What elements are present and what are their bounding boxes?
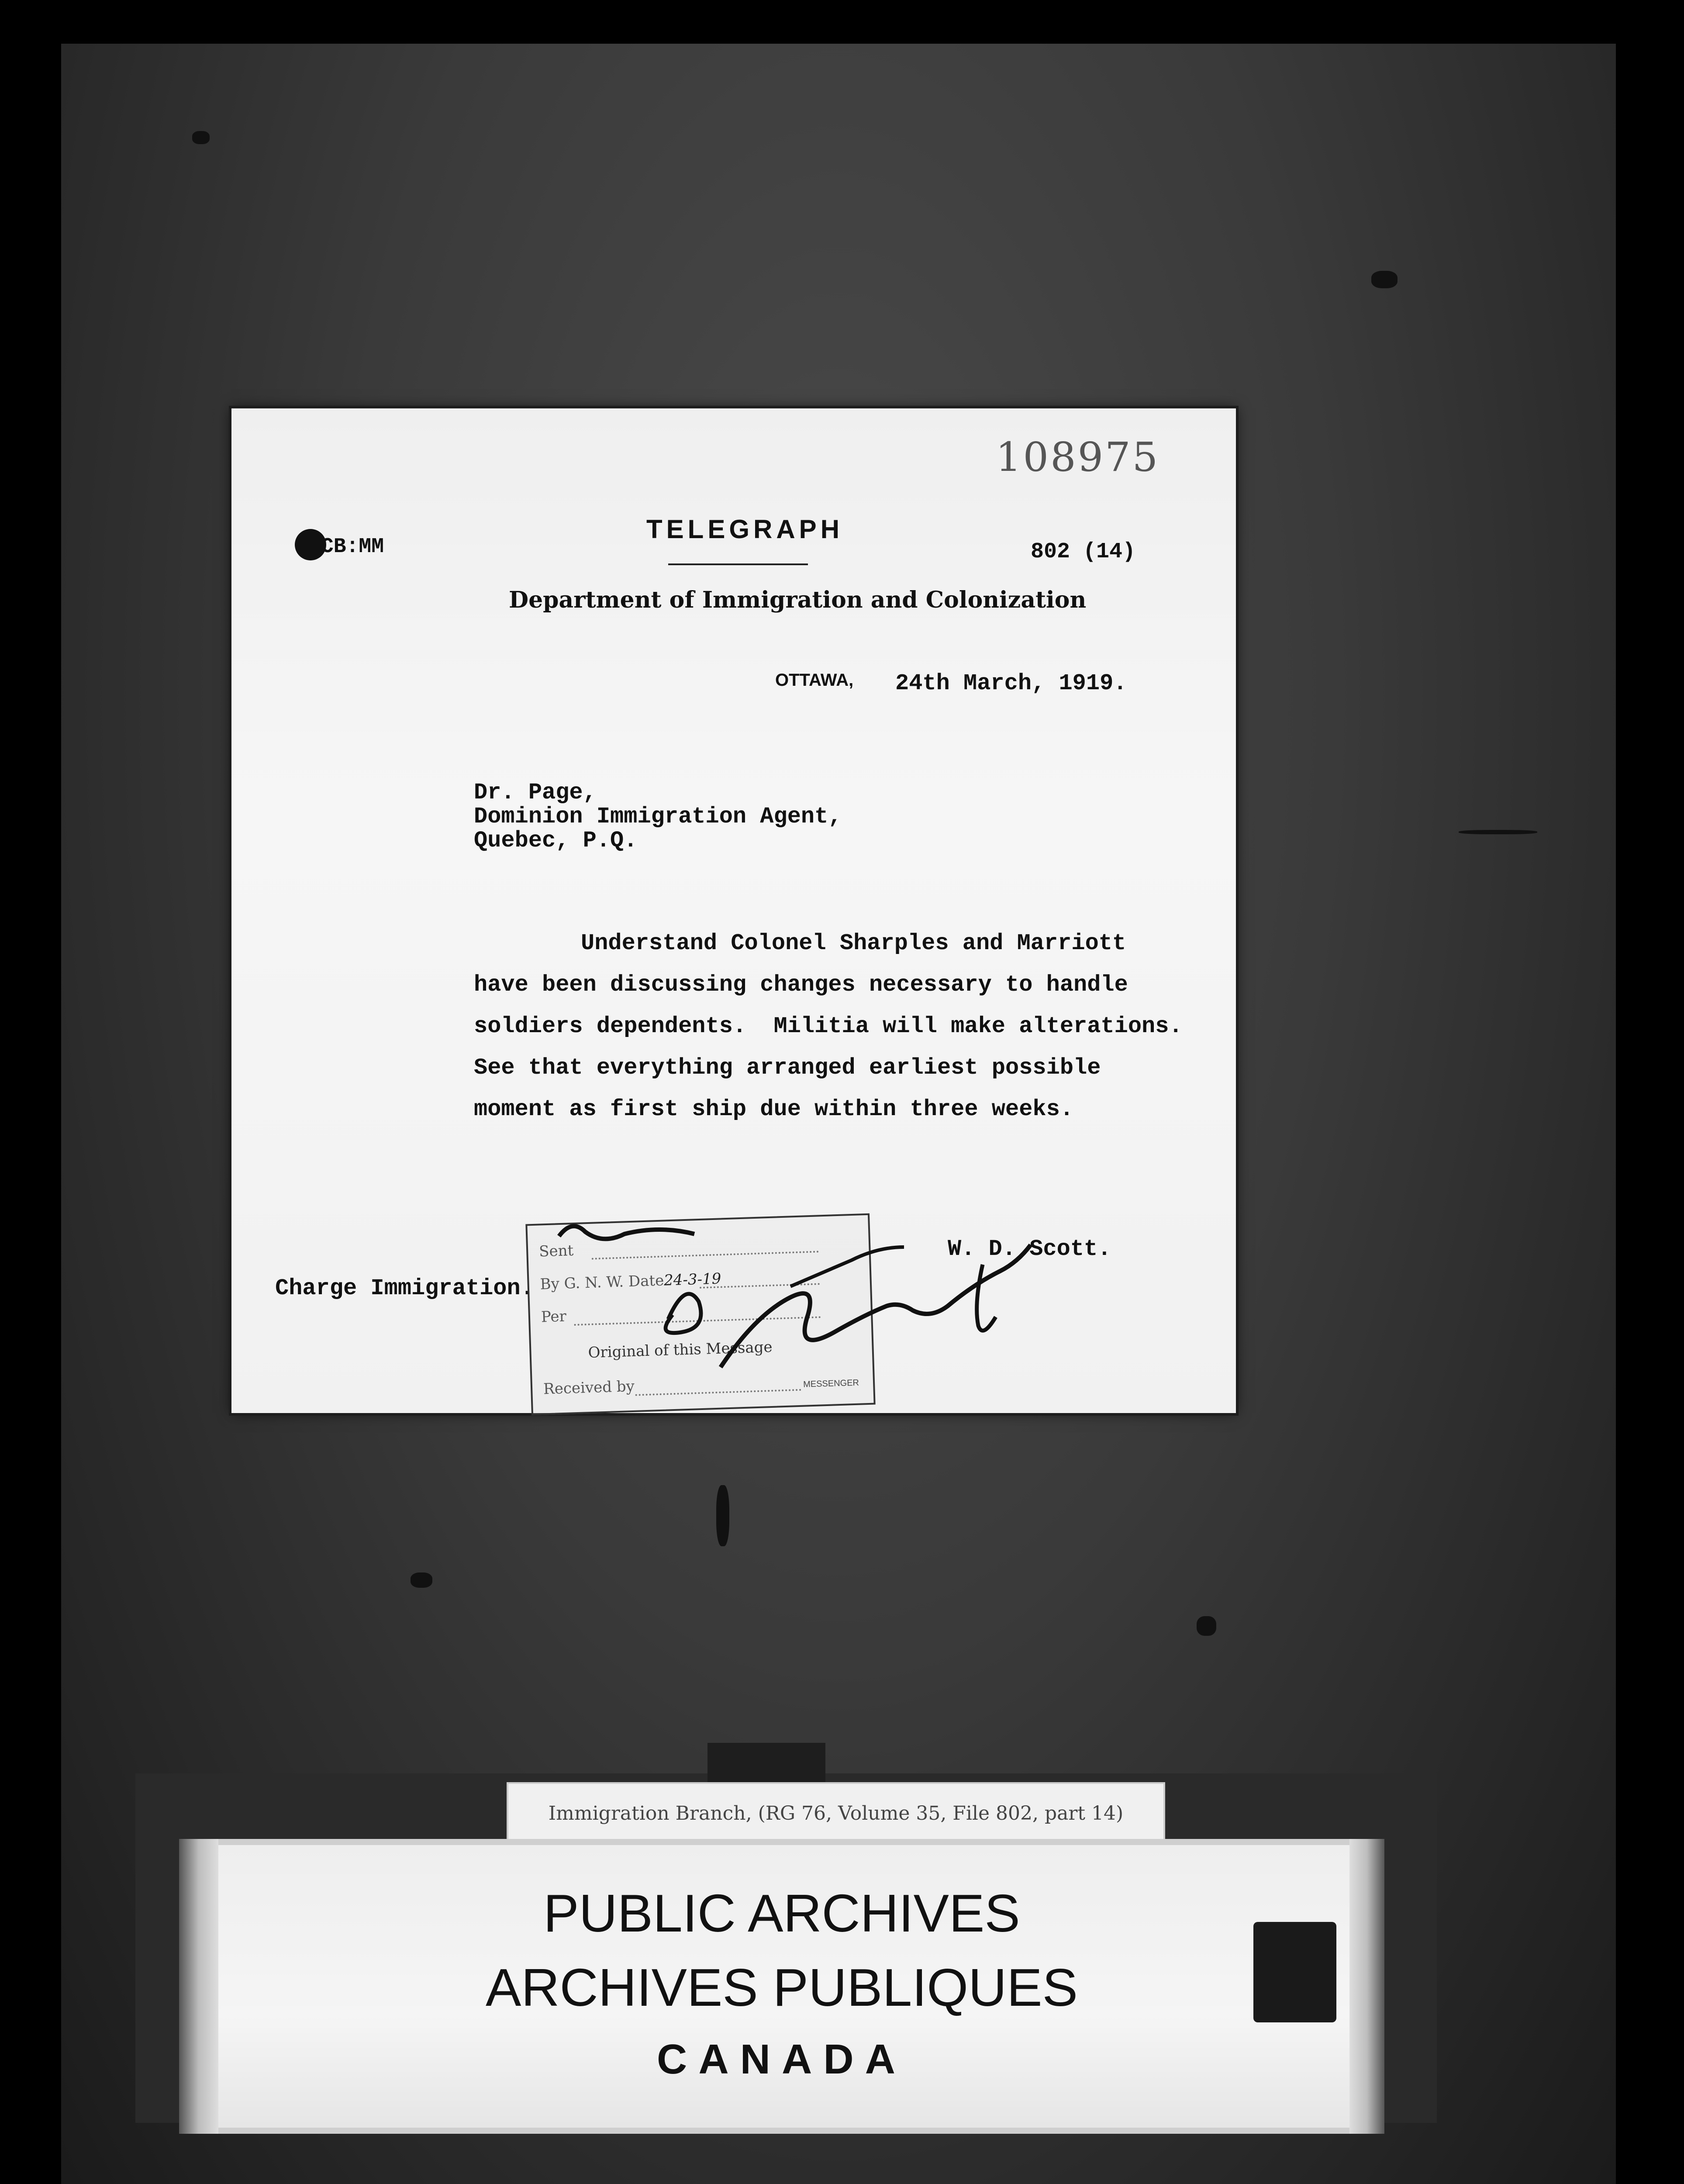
stamp-dotted-line [574, 1316, 821, 1326]
document-title: TELEGRAPH [646, 515, 844, 544]
archives-name-english: PUBLIC ARCHIVES [543, 1883, 1020, 1943]
stamp-original-label: Original of this Message [588, 1338, 773, 1362]
stamp-dotted-line [635, 1389, 801, 1396]
charge-note: Charge Immigration. [275, 1275, 534, 1301]
stamp-date-value: 24-3-19 [663, 1270, 721, 1289]
archives-card [179, 1839, 1384, 2134]
archives-name-french: ARCHIVES PUBLIQUES [486, 1958, 1078, 2017]
archives-country: CANADA [657, 2036, 907, 2083]
stamp-sent-label: Sent [538, 1242, 574, 1261]
stamp-dotted-line [592, 1251, 819, 1259]
place: OTTAWA, [775, 670, 854, 690]
message-line: soldiers dependents. Militia will make alterations. [474, 1013, 1183, 1039]
film-speck [1197, 1616, 1216, 1636]
film-speck [1459, 830, 1537, 834]
title-divider [668, 563, 808, 565]
file-reference: 802 (14) [1031, 539, 1136, 564]
stamp-messenger-label: MESSENGER [803, 1378, 859, 1389]
file-number: 108975 [996, 434, 1160, 480]
stamp-by-text: By G. N. W. Date [540, 1272, 664, 1293]
addressee-line: Quebec, P.Q. [474, 828, 638, 854]
film-speck [1371, 271, 1398, 288]
message-line: moment as first ship due within three weeks. [474, 1096, 1074, 1122]
stamp-by-label [540, 1270, 721, 1293]
stamp-per-label: Per [541, 1307, 567, 1326]
message-line: have been discussing changes necessary to handle [474, 972, 1128, 998]
film-speck [192, 131, 210, 144]
telegram-document [231, 408, 1236, 1413]
file-tab [707, 1743, 825, 1782]
reference-code: CB:MM [321, 535, 384, 559]
message-line: Understand Colonel Sharples and Marriott [581, 930, 1126, 956]
message-line: See that everything arranged earliest possible [474, 1055, 1101, 1081]
date: 24th March, 1919. [895, 670, 1127, 696]
film-speck [411, 1572, 432, 1588]
telegraph-stamp [525, 1213, 875, 1416]
sender-name: W. D. Scott. [948, 1236, 1111, 1262]
stamp-received-label: Received by [543, 1377, 635, 1398]
reference-label: Immigration Branch, (RG 76, Volume 35, File 802, part 14) [507, 1782, 1165, 1845]
film-speck [716, 1485, 729, 1546]
addressee-line: Dr. Page, [474, 780, 597, 805]
addressee-line: Dominion Immigration Agent, [474, 804, 842, 829]
department-heading: Department of Immigration and Colonization [509, 587, 1087, 613]
